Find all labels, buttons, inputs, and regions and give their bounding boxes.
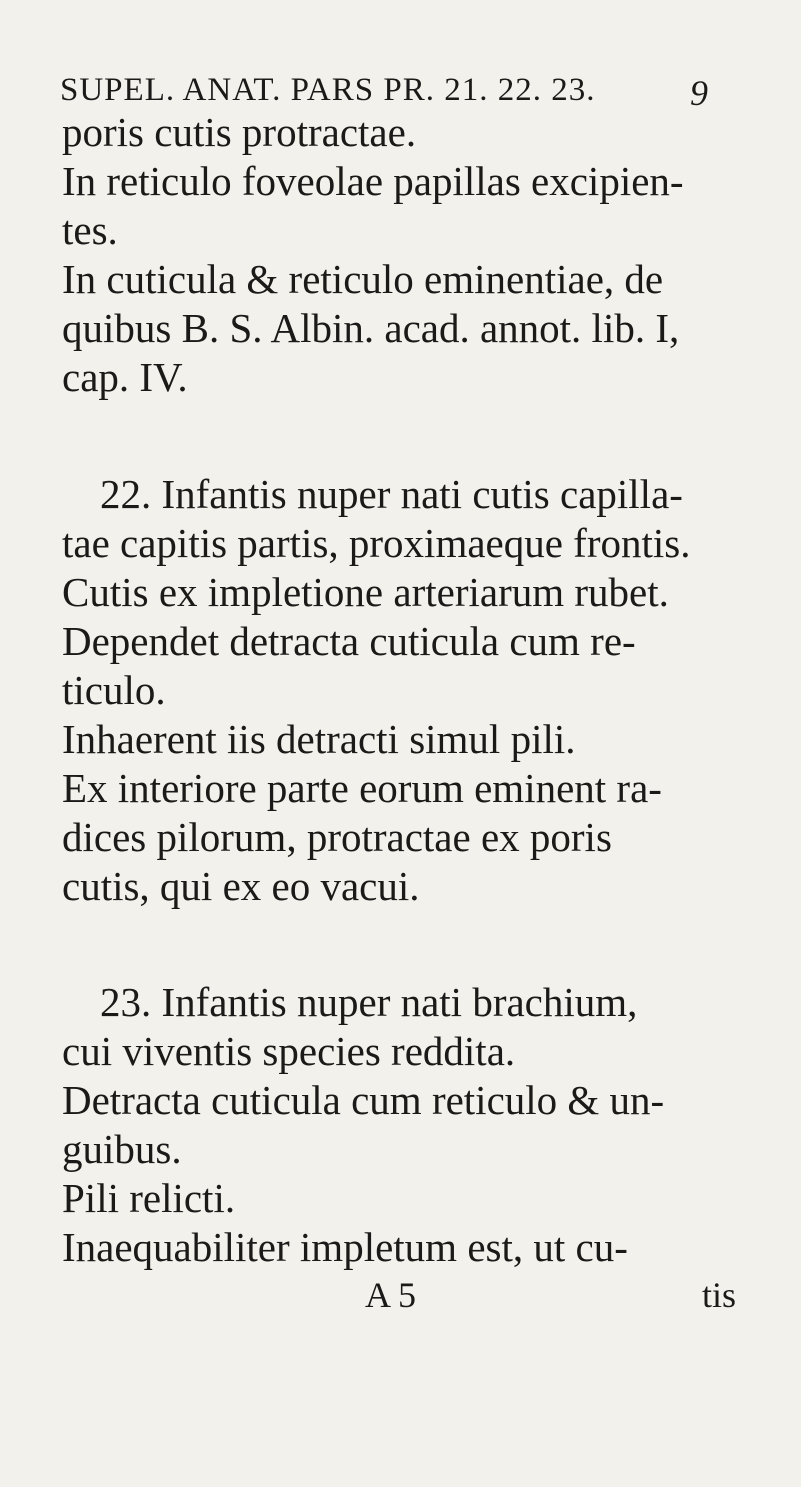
running-head bbox=[60, 72, 760, 113]
text-line: Inhaerent iis detracti simul pili. bbox=[62, 716, 576, 762]
text-line: Dependet detracta cuticula cum re- bbox=[62, 618, 636, 664]
text-line: Pili relicti. bbox=[62, 1175, 236, 1221]
text-line: tae capitis partis, proximaeque frontis. bbox=[62, 520, 691, 566]
text-line: In reticulo foveolae papillas excipien- bbox=[62, 158, 684, 204]
page-number: 9 bbox=[690, 73, 709, 113]
running-head-text: SUPEL. ANAT. PARS PR. 21. 22. 23. bbox=[60, 72, 596, 108]
text-line: Detracta cuticula cum reticulo & un- bbox=[62, 1077, 665, 1123]
text-line: cui viventis species reddita. bbox=[62, 1028, 516, 1074]
text-line: ticulo. bbox=[62, 667, 166, 713]
text-line: dices pilorum, protractae ex poris bbox=[62, 814, 612, 860]
text-line: quibus B. S. Albin. acad. annot. lib. I, bbox=[62, 305, 680, 351]
text-line: cutis, qui ex eo vacui. bbox=[62, 863, 420, 909]
section-23-heading-line: 23. Infantis nuper nati brachium, bbox=[100, 979, 638, 1025]
text-line: Cutis ex impletione arteriarum rubet. bbox=[62, 569, 669, 615]
catchword: tis bbox=[702, 1275, 737, 1315]
text-line: cap. IV. bbox=[62, 354, 188, 400]
text-line: guibus. bbox=[62, 1126, 182, 1172]
section-22-heading-line: 22. Infantis nuper nati cutis capilla- bbox=[100, 471, 683, 517]
text-line: poris cutis protractae. bbox=[62, 109, 417, 155]
text-line: In cuticula & reticulo eminentiae, de bbox=[62, 256, 664, 302]
signature-mark: A 5 bbox=[365, 1275, 417, 1315]
text-line: tes. bbox=[62, 207, 118, 253]
text-line: Ex interiore parte eorum eminent ra- bbox=[62, 765, 662, 811]
text-line: Inaequabiliter impletum est, ut cu- bbox=[62, 1224, 628, 1270]
